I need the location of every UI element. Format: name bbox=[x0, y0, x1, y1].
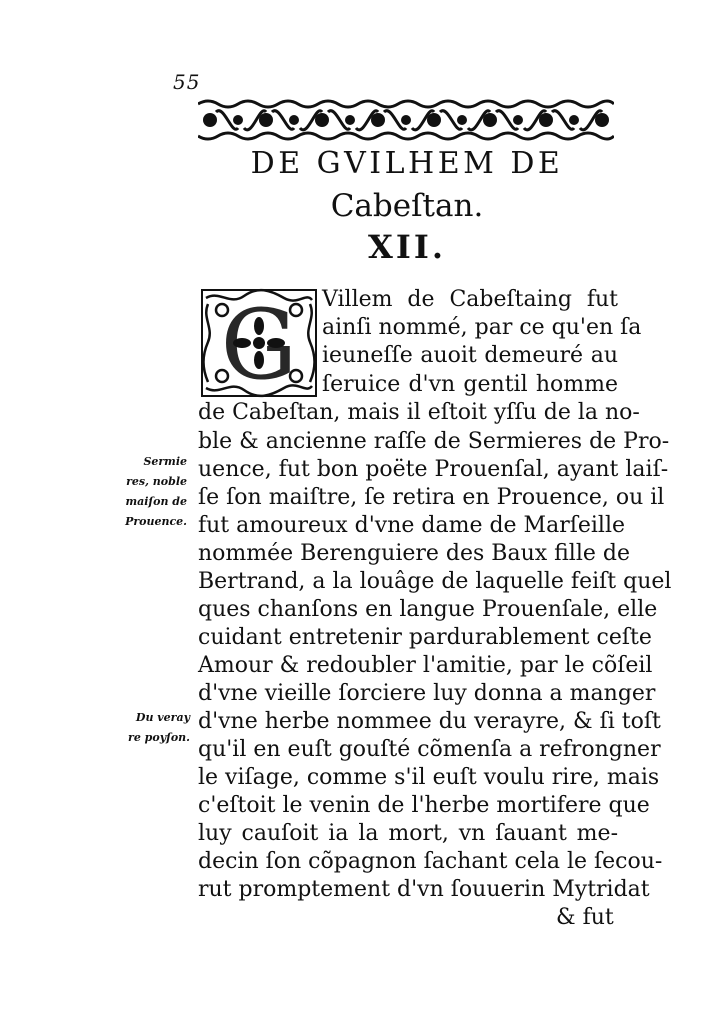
catchword-line: & fut bbox=[556, 905, 614, 930]
text-line: decin ſon cõpagnon ſachant cela le ſecou- bbox=[198, 849, 663, 874]
text-line: d'vne herbe nommee du verayre, & ſi toſt bbox=[198, 709, 661, 734]
text-line: rut promptement d'vn ſouuerin Mytridat bbox=[198, 877, 650, 902]
text-line: uence, fut bon poëte Prouenſal, ayant laiſ- bbox=[198, 457, 669, 482]
margin-note-line: maiſon de bbox=[125, 495, 187, 508]
text-line: luy cauſoit ia la mort, vn ſauant me- bbox=[198, 821, 618, 846]
text-line: c'eſtoit le venin de l'herbe mortifere que bbox=[198, 793, 650, 818]
text-line: ſe ſon maiſtre, ſe retira en Prouence, ou il bbox=[198, 485, 665, 510]
chapter-number: XII. bbox=[368, 228, 446, 266]
text-line: qu'il en euſt gouſté cõmenſa a refrongner bbox=[198, 737, 661, 762]
chapter-title-line2: Cabeſtan. bbox=[330, 188, 484, 224]
margin-note-line: Du veray bbox=[135, 711, 190, 724]
text-line: ble & ancienne raſſe de Sermieres de Pro- bbox=[198, 429, 670, 454]
text-line: de Cabeſtan, mais il eſtoit yſſu de la no- bbox=[198, 400, 640, 425]
text-line: Bertrand, a la louâge de laquelle feiſt quel bbox=[198, 569, 672, 594]
text-line: cuidant entretenir pardurablement ceſte bbox=[198, 625, 652, 650]
text-line: ainſi nommé, par ce qu'en ſa bbox=[322, 315, 642, 340]
decorated-initial-g bbox=[200, 288, 318, 398]
page-number: 55 bbox=[173, 70, 201, 94]
margin-note-line: Prouence. bbox=[125, 515, 187, 528]
ornamental-headpiece bbox=[198, 98, 614, 142]
text-line: fut amoureux d'vne dame de Marſeille bbox=[198, 513, 626, 538]
text-line: ques chanſons en langue Prouenſale, elle bbox=[198, 597, 658, 622]
text-line: ſeruice d'vn gentil homme bbox=[322, 372, 618, 397]
text-line: d'vne vieille ſorciere luy donna a manger bbox=[198, 681, 656, 706]
text-line: ieuneſſe auoit demeuré au bbox=[322, 343, 618, 368]
margin-note-line: res, noble bbox=[126, 475, 187, 488]
text-line: nommée Berenguiere des Baux fille de bbox=[198, 541, 630, 566]
chapter-title-line1: DE GVILHEM DE bbox=[250, 146, 564, 181]
text-line: Villem de Cabeſtaing fut bbox=[322, 287, 618, 312]
margin-note-line: Sermie bbox=[143, 455, 187, 468]
text-line: le viſage, comme s'il euſt voulu rire, mais bbox=[198, 765, 660, 790]
dropcap-letter: G bbox=[220, 289, 298, 398]
text-line: Amour & redoubler l'amitie, par le cõſeil bbox=[198, 653, 653, 678]
margin-note-line: re poyſon. bbox=[128, 731, 190, 744]
